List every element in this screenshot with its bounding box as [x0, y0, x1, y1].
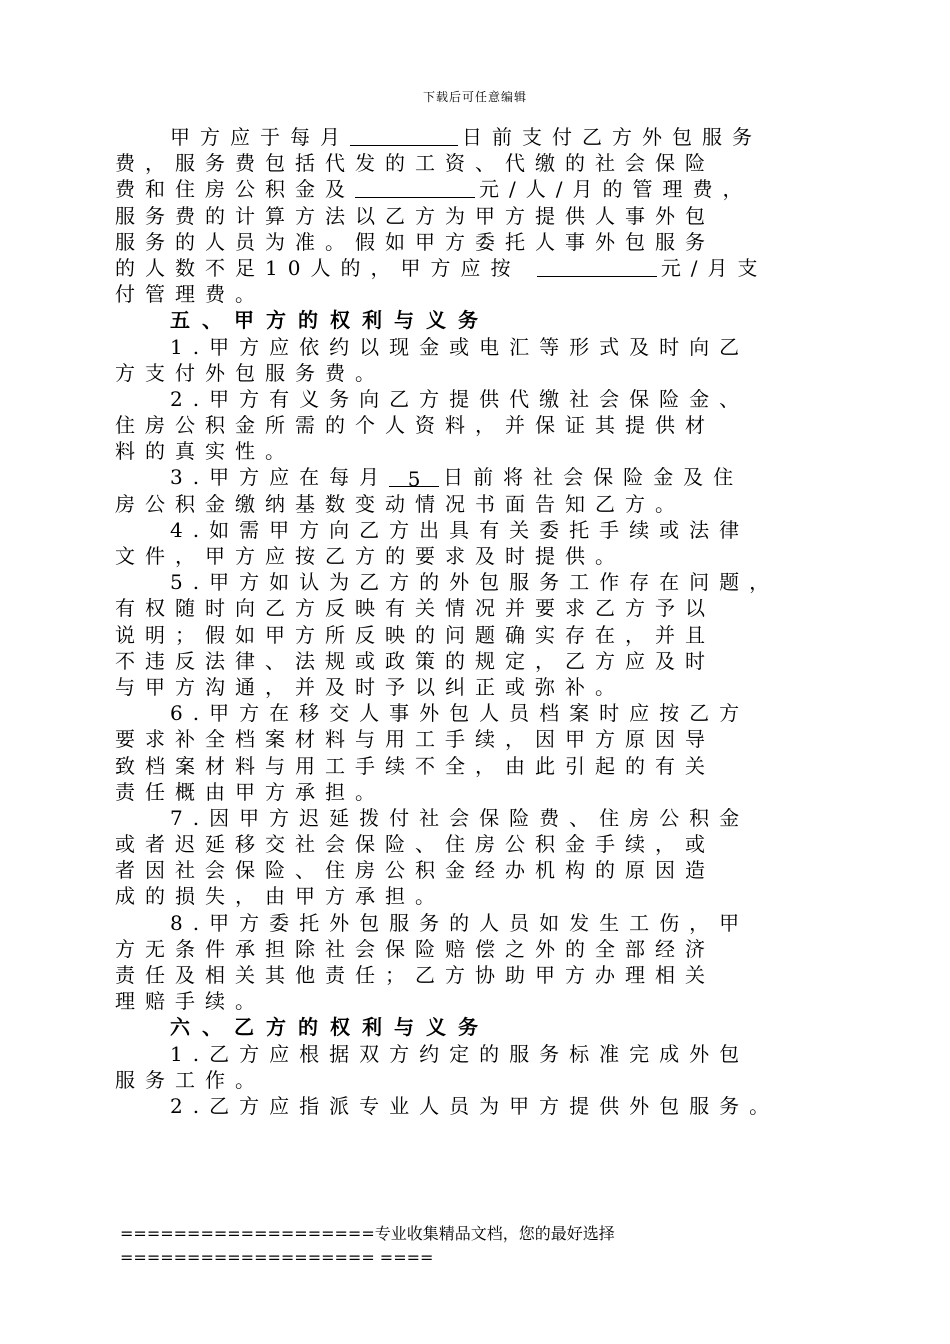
line-text: 8.甲方委托外包服务的人员如发生工伤，甲 — [170, 910, 750, 935]
text-line — [115, 491, 850, 517]
text-line — [115, 595, 850, 621]
line-text: 1.乙方应根据双方约定的服务标准完成外包 — [170, 1041, 750, 1066]
line-text: 费和住房公积金及 — [115, 177, 355, 202]
text-line — [115, 229, 850, 255]
fill-in-blank: 5 — [389, 466, 439, 487]
line-text: 致档案材料与用工手续不全，由此引起的有关 — [115, 753, 715, 778]
page-footer: ===================专业收集精品文档，您的最好选择=================== ==== — [120, 1224, 615, 1267]
text-line — [115, 150, 850, 176]
line-text: 五、甲方的权利与义务 — [170, 308, 490, 333]
line-text: 甲方应于每月 — [170, 125, 350, 149]
section-heading — [115, 1014, 850, 1040]
text-line — [115, 883, 850, 909]
text-line — [115, 281, 850, 307]
line-text: 六、乙方的权利与义务 — [170, 1015, 490, 1040]
line-text: 者因社会保险、住房公积金经办机构的原因造 — [115, 858, 715, 883]
text-line — [115, 517, 850, 543]
text-line — [115, 622, 850, 648]
text-line — [115, 203, 850, 229]
text-line — [115, 569, 850, 595]
text-line — [115, 988, 850, 1014]
line-text: 2.甲方有义务向乙方提供代缴社会保险金、 — [170, 386, 750, 411]
line-text: 不违反法律、法规或政策的规定，乙方应及时 — [115, 648, 715, 673]
text-line — [115, 124, 850, 150]
line-text: 理赔手续。 — [115, 989, 265, 1014]
text-line — [115, 1093, 850, 1119]
line-text: 责任概由甲方承担。 — [115, 779, 385, 804]
line-text: 要求补全档案材料与用工手续，因甲方原因导 — [115, 727, 715, 752]
text-line — [115, 857, 850, 883]
text-line — [115, 1067, 850, 1093]
line-text: 3.甲方应在每月 — [170, 465, 390, 490]
line-text: 文件，甲方应按乙方的要求及时提供。 — [115, 544, 625, 568]
line-text: 或者迟延移交社会保险、住房公积金手续，或 — [115, 832, 715, 857]
fill-in-blank — [355, 177, 475, 198]
text-line — [115, 255, 850, 281]
line-text: 元/月支 — [660, 255, 768, 280]
text-line — [115, 779, 850, 805]
line-text: 服务费的计算方法以乙方为甲方提供人事外包 — [115, 203, 715, 228]
section-heading — [115, 307, 850, 333]
line-text: 方无条件承担除社会保险赔偿之外的全部经济 — [115, 936, 715, 961]
line-text: 2.乙方应指派专业人员为甲方提供外包服务。 — [170, 1093, 780, 1118]
line-text: 日前支付乙方外包服务 — [462, 125, 762, 149]
line-text: 1.甲方应依约以现金或电汇等形式及时向乙 — [170, 334, 750, 359]
line-text: 付管理费。 — [115, 282, 265, 307]
line-text: 元/人/月的管理费， — [479, 177, 753, 202]
text-line — [115, 962, 850, 988]
page-header: 下载后可任意编辑 — [422, 90, 527, 104]
text-line — [115, 936, 850, 962]
line-text: 说明；假如甲方所反映的问题确实存在，并且 — [115, 622, 715, 647]
line-text: 6.甲方在移交人事外包人员档案时应按乙方 — [170, 701, 750, 726]
text-line — [115, 412, 850, 438]
text-line — [115, 700, 850, 726]
fill-in-blank — [537, 256, 657, 277]
text-line — [115, 438, 850, 464]
line-text: 服务的人员为准。假如甲方委托人事外包服务 — [115, 229, 715, 254]
text-line — [115, 674, 850, 700]
line-text: 有权随时向乙方反映有关情况并要求乙方予以 — [115, 596, 715, 621]
text-line — [115, 360, 850, 386]
text-line — [115, 176, 850, 202]
fill-in-blank — [350, 125, 458, 146]
line-text: 料的真实性。 — [115, 439, 295, 464]
text-line — [115, 543, 850, 569]
line-text: 日前将社会保险金及住 — [443, 465, 744, 490]
text-line — [115, 334, 850, 360]
text-line — [115, 1041, 850, 1067]
text-line — [115, 753, 850, 779]
line-text: 与甲方沟通，并及时予以纠正或弥补。 — [115, 674, 625, 699]
line-text: 成的损失，由甲方承担。 — [115, 884, 445, 909]
document-body — [115, 124, 850, 1119]
line-text: 住房公积金所需的个人资料，并保证其提供材 — [115, 413, 715, 438]
text-line — [115, 910, 850, 936]
line-text: 4.如需甲方向乙方出具有关委托手续或法律 — [170, 517, 750, 542]
text-line — [115, 805, 850, 831]
line-text: 5.甲方如认为乙方的外包服务工作存在问题， — [170, 570, 780, 595]
line-text: 方支付外包服务费。 — [115, 360, 385, 385]
line-text: 房公积金缴纳基数变动情况书面告知乙方。 — [115, 491, 685, 516]
line-text: 费，服务费包括代发的工资、代缴的社会保险 — [115, 151, 715, 176]
line-text: 的人数不足10人的，甲方应按 — [115, 255, 537, 280]
text-line — [115, 726, 850, 752]
line-text: 责任及相关其他责任；乙方协助甲方办理相关 — [115, 963, 715, 987]
text-line — [115, 831, 850, 857]
line-text: 7.因甲方迟延拨付社会保险费、住房公积金 — [170, 805, 750, 830]
text-line — [115, 386, 850, 412]
text-line — [115, 648, 850, 674]
text-line — [115, 464, 850, 490]
line-text: 服务工作。 — [115, 1067, 265, 1092]
